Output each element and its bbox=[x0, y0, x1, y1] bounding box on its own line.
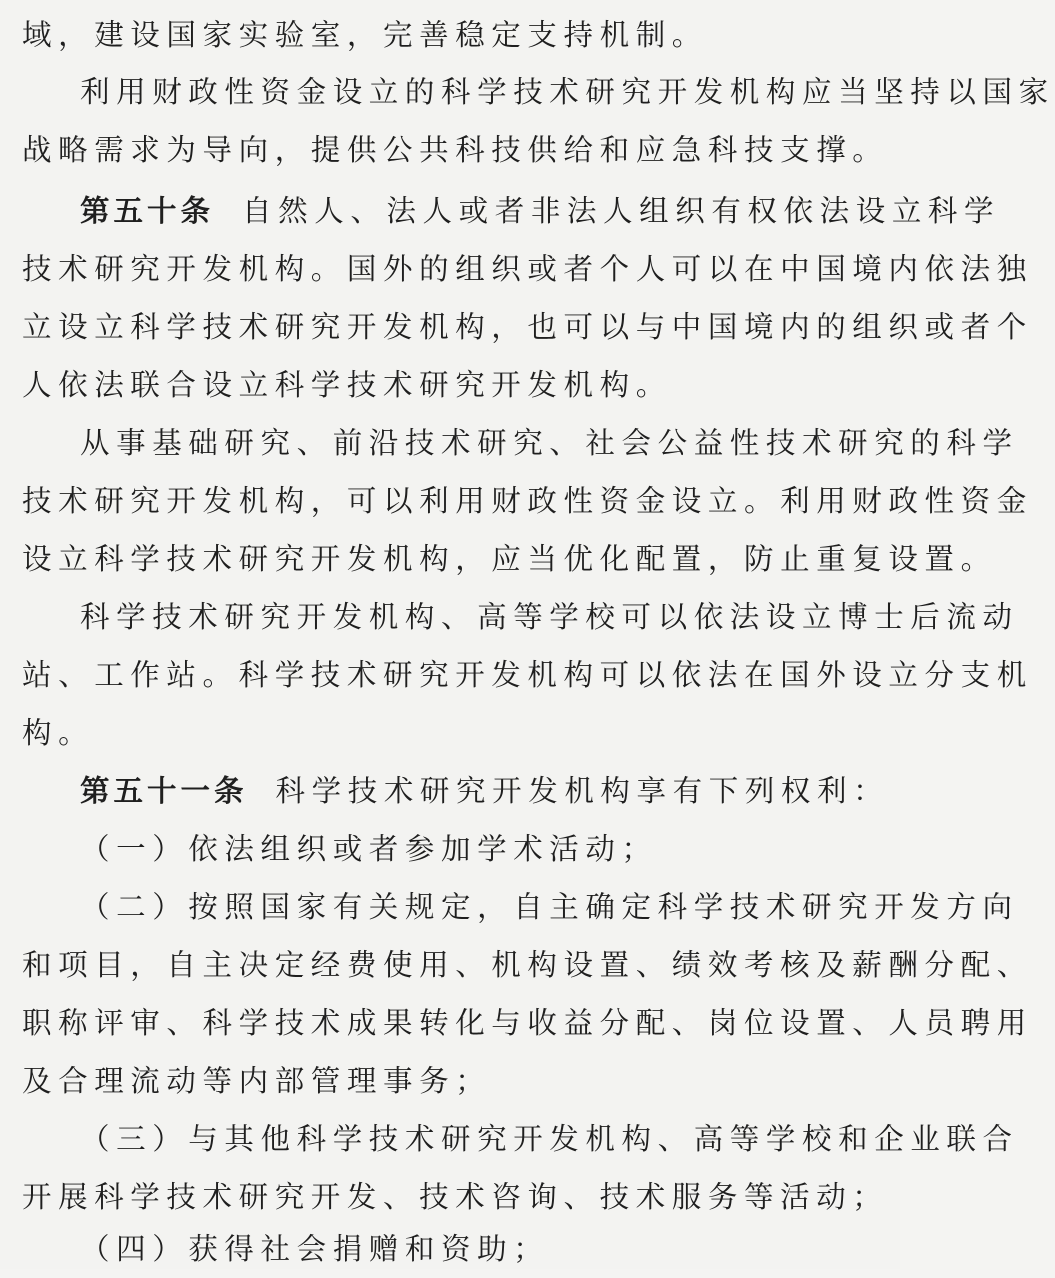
text-line: 立设立科学技术研究开发机构，也可以与中国境内的组织或者个 bbox=[22, 310, 1033, 344]
article-heading: 第五十条 bbox=[80, 193, 215, 228]
article-50-line: 第五十条 自然人、法人或者非法人组织有权依法设立科学 bbox=[22, 182, 940, 240]
text-line: 站、工作站。科学技术研究开发机构可以依法在国外设立分支机 bbox=[22, 658, 1033, 692]
list-item: （二）按照国家有关规定，自主确定科学技术研究开发方向 bbox=[80, 890, 1019, 924]
text-line: 职称评审、科学技术成果转化与收益分配、岗位设置、人员聘用 bbox=[22, 1006, 1033, 1040]
text-line: 和项目，自主决定经费使用、机构设置、绩效考核及薪酬分配、 bbox=[22, 948, 1033, 982]
text-line: 技术研究开发机构。国外的组织或者个人可以在中国境内依法独 bbox=[22, 252, 1033, 286]
text-line: 设立科学技术研究开发机构，应当优化配置，防止重复设置。 bbox=[22, 542, 997, 576]
text-line: 构。 bbox=[22, 716, 95, 750]
text-line: 战略需求为导向，提供公共科技供给和应急科技支撑。 bbox=[22, 133, 889, 167]
text-line: 科学技术研究开发机构、高等学校可以依法设立博士后流动 bbox=[80, 600, 1019, 634]
text-line: 技术研究开发机构，可以利用财政性资金设立。利用财政性资金 bbox=[22, 484, 1033, 518]
text-line: 及合理流动等内部管理事务； bbox=[22, 1064, 492, 1098]
text-line: 人依法联合设立科学技术研究开发机构。 bbox=[22, 368, 672, 402]
text-line: 开展科学技术研究开发、技术咨询、技术服务等活动； bbox=[22, 1180, 889, 1214]
article-heading: 第五十一条 bbox=[80, 773, 248, 808]
list-item: （四）获得社会捐赠和资助； bbox=[80, 1232, 550, 1266]
text-line: 从事基础研究、前沿技术研究、社会公益性技术研究的科学 bbox=[80, 426, 1019, 460]
list-item: （一）依法组织或者参加学术活动； bbox=[80, 832, 658, 866]
article-51-line: 第五十一条 科学技术研究开发机构享有下列权利： bbox=[22, 762, 940, 820]
text-line: 利用财政性资金设立的科学技术研究开发机构应当坚持以国家 bbox=[80, 75, 1055, 109]
text-line: 域，建设国家实验室，完善稳定支持机制。 bbox=[22, 18, 708, 52]
list-item: （三）与其他科学技术研究开发机构、高等学校和企业联合 bbox=[80, 1122, 1019, 1156]
